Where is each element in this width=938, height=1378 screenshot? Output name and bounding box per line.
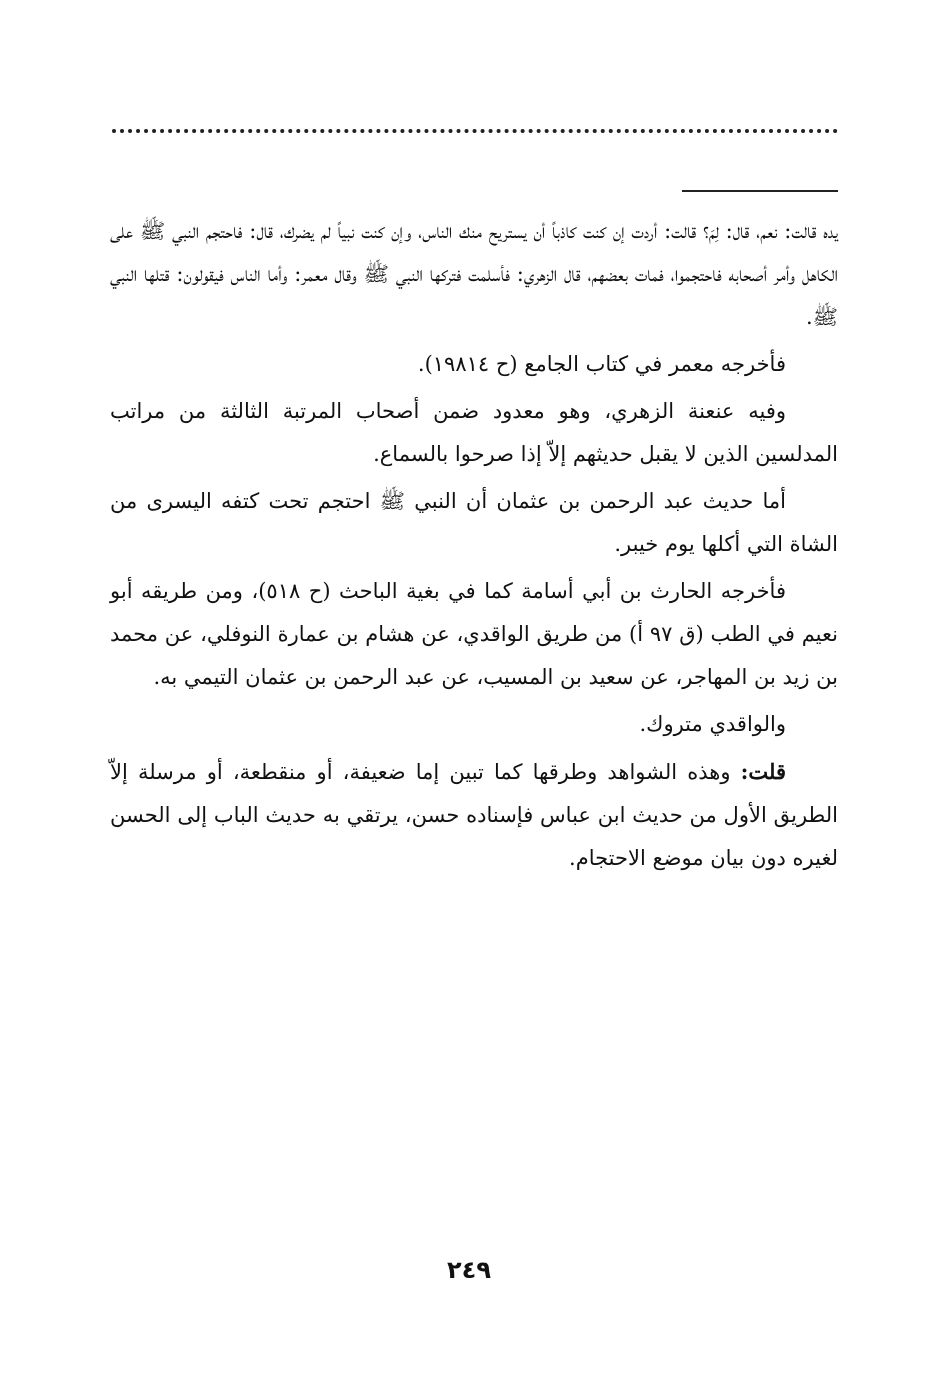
page-number: ٢٤٩ (447, 1256, 491, 1284)
paragraph-conclusion (110, 750, 838, 880)
dotted-separator (112, 129, 838, 133)
conclusion-lead: قلت: (740, 759, 786, 784)
paragraph-continuation: يده قالت: نعم، قال: لِمَ؟ قالت: أردت إن كنت كاذباً أن يستريح منك الناس، وإن كنت نبياً لم يضرك، قال: فاحتجم النبي ﷺ على الكاهل وأمر أصحابه فاحتجموا، فمات بعضهم، قال الزهري: فأسلمت فتركها النبي ﷺ وقال معمر: وأما الناس فيقولون: قتلها النبي ﷺ. (110, 219, 839, 329)
conclusion-text: وهذه الشواهد وطرقها كما تبين إما ضعيفة، أو منقطعة، أو مرسلة إلاّ الطريق الأول من حديث ابن عباس فإسناده حسن، يرتقي به حديث الباب إلى الحسن لغيره دون بيان موضع الاحتجام. (110, 760, 838, 870)
paragraph-source-harith: فأخرجه الحارث بن أبي أسامة كما في بغية الباحث (ح ٥١٨)، ومن طريقه أبو نعيم في الطب (ق ٩٧ أ) من طريق الواقدي، عن هشام بن عمارة النوفلي، عن محمد بن زيد بن المهاجر، عن سعيد بن المسيب، عن عبد الرحمن بن عثمان التيمي به. (110, 579, 838, 689)
paragraph-source-mamar: فأخرجه معمر في كتاب الجامع (ح ١٩٨١٤). (417, 352, 786, 376)
paragraph-waqidi: والواقدي متروك. (639, 712, 786, 736)
body-text (110, 210, 838, 884)
paragraph-abdulrahman-hadith: أما حديث عبد الرحمن بن عثمان أن النبي ﷺ احتجم تحت كتفه اليسرى من الشاة التي أكلها يوم خيبر. (110, 489, 838, 556)
paragraph-zuhri-tadlis: وفيه عنعنة الزهري، وهو معدود ضمن أصحاب المرتبة الثالثة من مراتب المدلسين الذين لا يقبل حديثهم إلاّ إذا صرحوا بالسماع. (110, 399, 838, 466)
footnote-rule (682, 190, 838, 192)
